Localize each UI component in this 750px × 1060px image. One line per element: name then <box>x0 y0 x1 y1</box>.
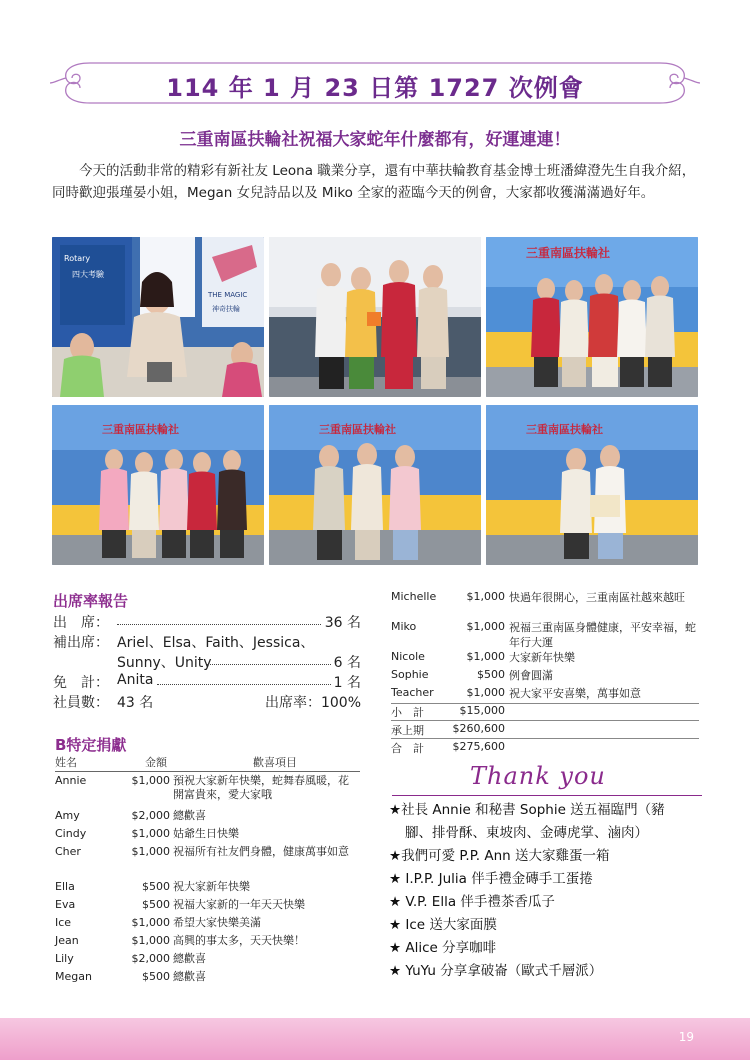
table-divider <box>391 738 699 739</box>
total-amount: $260,600 <box>452 722 505 735</box>
attendance-value: 6 名 <box>333 655 361 671</box>
table-divider <box>55 771 360 772</box>
column-header: 歡喜項目 <box>253 756 297 769</box>
donation-amount: $2,000 <box>131 952 170 965</box>
donor-name: Lily <box>55 952 74 965</box>
donation-amount: $2,000 <box>131 809 170 822</box>
donation-note: 祝福大家新的一年天天快樂 <box>173 898 305 911</box>
donation-note: 祝福三重南區身體健康，平安幸福，蛇年行大運 <box>509 621 696 649</box>
donation-amount: $1,000 <box>466 620 505 633</box>
donor-name: Annie <box>55 774 87 787</box>
photo-group-4 <box>269 405 481 565</box>
donation-note: 總歡喜 <box>173 970 206 983</box>
donor-name: Jean <box>55 934 79 947</box>
column-header: 姓名 <box>55 756 77 769</box>
banner-text: 三重南區扶輪社 <box>526 423 603 436</box>
attendance-names: 43 名 <box>117 695 154 711</box>
banner-text: 三重南區扶輪社 <box>526 246 611 260</box>
donation-amount: $1,000 <box>131 916 170 929</box>
donation-note: 希望大家快樂美滿 <box>173 916 261 929</box>
attendance-value: 36 名 <box>324 615 361 631</box>
photo-group-1 <box>269 237 481 397</box>
attendance-rate: 出席率：100% <box>264 695 361 711</box>
total-amount: $15,000 <box>459 704 505 717</box>
photo-group-5 <box>486 405 698 565</box>
b-donations-heading: B特定捐獻 <box>55 736 127 754</box>
photo-group-2 <box>486 237 698 397</box>
attendance-row <box>53 672 361 692</box>
column-header: 金額 <box>145 756 167 769</box>
attendance-row <box>53 652 361 672</box>
attendance-row <box>53 632 361 652</box>
donation-amount: $1,000 <box>466 686 505 699</box>
table-divider <box>391 720 699 721</box>
page-subtitle: 三重南區扶輪社祝福大家蛇年什麼都有，好運連連！ <box>179 130 571 150</box>
thank-you-underline <box>392 795 702 796</box>
attendance-label: 免 計： <box>53 675 109 691</box>
intro-paragraph: 今天的活動非常的精彩有新社友 Leona 職業分享，還有中華扶輪教育基金博士班潘緯澄先生自我介紹，同時歡迎張瑾晏小姐，Megan 女兒詩品以及 Miko 全家的蒞臨今天的例會，大家都收獲滿滿過好年。 <box>52 163 696 201</box>
leader-dots <box>157 684 331 685</box>
attendance-names: Sunny、Unity <box>117 655 212 671</box>
donation-note: 總歡喜 <box>173 952 206 965</box>
donation-note: 預祝大家新年快樂，蛇舞春風暖，花開富貴來，愛大家哦 <box>173 774 349 801</box>
thank-you-item: ★ Ice 送大家面膜 <box>389 917 497 933</box>
donation-note: 例會圓滿 <box>509 669 553 682</box>
page-title: 114 年 1 月 23 日第 1727 次例會 <box>166 74 584 102</box>
donor-name: Eva <box>55 898 76 911</box>
attendance-label: 出 席： <box>53 615 109 631</box>
sign-text: THE MAGIC <box>208 291 248 299</box>
donation-note: 大家新年快樂 <box>509 651 575 664</box>
thank-you-title: Thank you <box>470 762 606 790</box>
leader-dots <box>207 664 331 665</box>
photo-group-3 <box>52 405 264 565</box>
attendance-names: Anita <box>117 672 154 688</box>
donor-name: Nicole <box>391 650 425 663</box>
donor-name: Michelle <box>391 590 437 603</box>
donation-amount: $1,000 <box>131 827 170 840</box>
attendance-names: Ariel、Elsa、Faith、Jessica、 <box>117 635 315 651</box>
photo-speaker <box>52 237 264 397</box>
thank-you-item: ★ Alice 分享咖啡 <box>389 940 497 956</box>
donation-note: 祝大家平安喜樂，萬事如意 <box>509 687 641 700</box>
donor-name: Miko <box>391 620 417 633</box>
donation-note: 總歡喜 <box>173 809 206 822</box>
donation-amount: $1,000 <box>466 650 505 663</box>
donation-amount: $500 <box>477 668 505 681</box>
donation-note: 快過年很開心，三重南區社越來越旺 <box>509 591 685 604</box>
sign-text: 神奇扶輪 <box>212 305 240 313</box>
donor-name: Teacher <box>391 686 434 699</box>
thank-you-item: 腳、排骨酥、東坡肉、金磚虎掌、滷肉） <box>405 825 648 841</box>
banner-text: 三重南區扶輪社 <box>319 423 396 436</box>
thank-you-item: ★ V.P. Ella 伴手禮茶香瓜子 <box>389 894 555 910</box>
total-label: 承上期 <box>391 724 424 737</box>
thank-you-item: ★我們可愛 P.P. Ann 送大家雞蛋一箱 <box>389 848 610 864</box>
thank-you-item: ★ YuYu 分享拿破崙（歐式千層派） <box>389 963 603 979</box>
attendance-value: 1 名 <box>333 675 361 691</box>
attendance-row <box>53 692 361 712</box>
attendance-heading: 出席率報告 <box>53 592 129 610</box>
donation-note: 祝大家新年快樂 <box>173 880 250 893</box>
donor-name: Ella <box>55 880 75 893</box>
donor-name: Cher <box>55 845 81 858</box>
thank-you-list <box>389 799 704 983</box>
donation-amount: $500 <box>142 880 170 893</box>
donation-amount: $1,000 <box>131 845 170 858</box>
attendance-label: 補出席： <box>53 635 109 651</box>
donation-amount: $500 <box>142 898 170 911</box>
attendance-label: 社員數： <box>53 695 109 711</box>
donation-amount: $500 <box>142 970 170 983</box>
attendance-report <box>53 612 361 712</box>
donor-name: Amy <box>55 809 80 822</box>
page-number: 19 <box>678 1030 694 1044</box>
attendance-row <box>53 612 361 632</box>
title-banner <box>50 58 700 108</box>
donation-note: 姑爺生日快樂 <box>173 827 239 840</box>
donation-note: 祝福所有社友們身體，健康萬事如意 <box>173 845 349 858</box>
page-footer <box>0 1018 750 1060</box>
donation-amount: $1,000 <box>131 774 170 787</box>
table-divider <box>391 703 699 704</box>
donation-amount: $1,000 <box>466 590 505 603</box>
sign-text: 四大考驗 <box>72 270 104 279</box>
donation-amount: $1,000 <box>131 934 170 947</box>
thank-you-item: ★社長 Annie 和秘書 Sophie 送五福臨門（豬 <box>389 802 665 818</box>
leader-dots <box>117 624 321 625</box>
total-amount: $275,600 <box>452 740 505 753</box>
donor-name: Cindy <box>55 827 87 840</box>
total-label: 合 計 <box>391 742 424 755</box>
donor-name: Ice <box>55 916 72 929</box>
donor-name: Sophie <box>391 668 429 681</box>
thank-you-item: ★ I.P.P. Julia 伴手禮金磚手工蛋捲 <box>389 871 593 887</box>
donor-name: Megan <box>55 970 92 983</box>
total-label: 小 計 <box>391 706 424 719</box>
banner-text: 三重南區扶輪社 <box>102 423 179 436</box>
donation-note: 高興的事太多，天天快樂！ <box>173 934 305 947</box>
sign-text: Rotary <box>64 254 91 263</box>
b-donations-table <box>55 754 360 984</box>
